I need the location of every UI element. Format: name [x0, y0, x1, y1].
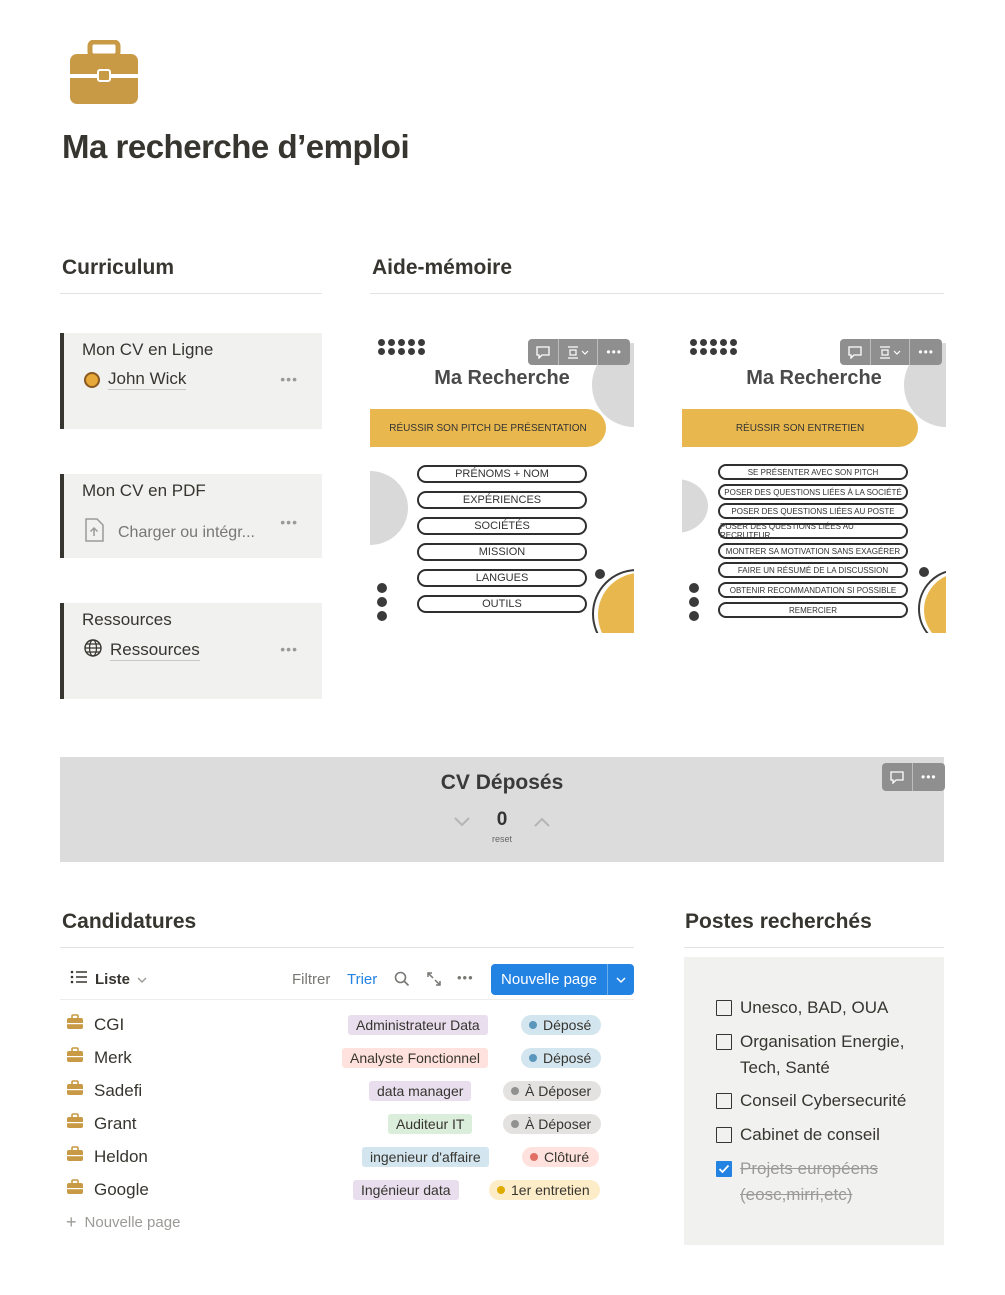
table-row[interactable]	[66, 1174, 614, 1207]
status-badge: Clôturé	[522, 1147, 599, 1167]
memo-banner: RÉUSSIR SON PITCH DE PRÉSENTATION	[370, 409, 606, 447]
todo-item	[716, 1029, 926, 1081]
counter-value: 0	[496, 809, 508, 830]
briefcase-icon	[66, 1080, 84, 1101]
more-options-icon[interactable]: •••	[280, 371, 298, 387]
todo-text[interactable]: Projets européens (eosc,mirri,etc)	[740, 1159, 878, 1204]
checkbox[interactable]	[716, 1034, 732, 1050]
more-options-icon[interactable]: •••	[921, 770, 937, 784]
row-title: Grant	[94, 1113, 137, 1133]
aide-memoire-heading: Aide-mémoire	[372, 256, 513, 279]
status-badge: À Déposer	[503, 1114, 601, 1134]
briefcase-icon	[66, 1146, 84, 1167]
divider	[60, 947, 634, 948]
memo-item: EXPÉRIENCES	[417, 491, 587, 509]
checkbox[interactable]	[716, 1000, 732, 1016]
poste-tag: Administrateur Data	[348, 1015, 488, 1035]
comment-icon[interactable]	[528, 339, 558, 365]
checkbox[interactable]	[716, 1127, 732, 1143]
align-icon[interactable]	[871, 339, 909, 365]
decorative-dots	[377, 583, 387, 621]
postes-heading: Postes recherchés	[685, 910, 872, 933]
image-toolbar	[528, 339, 630, 365]
add-row-label: Nouvelle page	[84, 1214, 181, 1231]
more-options-icon[interactable]: •••	[606, 345, 622, 359]
decorative-circle	[682, 479, 708, 533]
todo-text[interactable]: Unesco, BAD, OUA	[740, 998, 889, 1017]
row-title: Heldon	[94, 1146, 148, 1166]
filter-button[interactable]: Filtrer	[292, 971, 331, 988]
upload-embed-placeholder[interactable]: Charger ou intégr...	[118, 523, 255, 541]
todo-item	[716, 995, 926, 1021]
card-title: Mon CV en Ligne	[82, 340, 214, 359]
comment-icon[interactable]	[882, 763, 912, 791]
poste-tag: ingenieur d'affaire	[362, 1147, 489, 1167]
comment-icon[interactable]	[840, 339, 870, 365]
poste-tag: data manager	[369, 1081, 471, 1101]
todo-text[interactable]: Cabinet de conseil	[740, 1125, 880, 1144]
expand-icon[interactable]	[426, 971, 442, 992]
table-row[interactable]	[66, 1108, 614, 1141]
memo-item: MONTRER SA MOTIVATION SANS EXAGÉRER	[718, 543, 908, 559]
new-page-options-chevron-icon[interactable]	[608, 964, 634, 995]
memo-image-entretien[interactable]	[682, 333, 946, 633]
poste-tag: Auditeur IT	[388, 1114, 472, 1134]
curriculum-heading: Curriculum	[62, 256, 175, 279]
candidatures-heading: Candidatures	[62, 910, 197, 933]
memo-image-pitch[interactable]	[370, 333, 634, 633]
memo-title: Ma Recherche	[434, 367, 570, 389]
row-title: Merk	[94, 1047, 132, 1067]
status-badge: Déposé	[521, 1015, 601, 1035]
image-toolbar	[840, 339, 942, 365]
memo-item: OUTILS	[417, 595, 587, 613]
memo-item: SOCIÉTÉS	[417, 517, 587, 535]
more-options-icon[interactable]: •••	[918, 345, 934, 359]
status-badge: À Déposer	[503, 1081, 601, 1101]
memo-item: SE PRÉSENTER AVEC SON PITCH	[718, 464, 908, 480]
memo-item: POSER DES QUESTIONS LIÉES AU POSTE	[718, 503, 908, 519]
decorative-circle	[370, 471, 408, 545]
widget-toolbar	[882, 763, 945, 791]
todo-item	[716, 1122, 926, 1148]
status-badge: 1er entretien	[489, 1180, 600, 1200]
search-icon[interactable]	[394, 971, 410, 992]
todo-text[interactable]: Organisation Energie, Tech, Santé	[740, 1032, 905, 1077]
briefcase-icon[interactable]	[68, 40, 140, 106]
divider	[684, 947, 944, 948]
check-icon	[717, 1162, 731, 1176]
decorative-dots	[378, 339, 425, 355]
database-toolbar	[60, 962, 634, 998]
plus-icon: +	[66, 1212, 77, 1232]
more-options-icon[interactable]: •••	[457, 970, 474, 985]
decorative-dots	[689, 583, 699, 621]
sort-button[interactable]: Trier	[347, 971, 378, 988]
memo-banner: RÉUSSIR SON ENTRETIEN	[682, 409, 918, 447]
view-switcher[interactable]	[70, 970, 147, 988]
more-options-icon[interactable]: •••	[280, 641, 298, 657]
chevron-down-icon	[137, 971, 147, 988]
todo-item	[716, 1088, 926, 1114]
counter-title: CV Déposés	[440, 771, 564, 794]
memo-item: OBTENIR RECOMMANDATION SI POSSIBLE	[718, 582, 908, 598]
status-badge: Déposé	[521, 1048, 601, 1068]
checkbox[interactable]	[716, 1093, 732, 1109]
callout-ressources[interactable]	[60, 603, 322, 699]
list-icon	[70, 970, 88, 988]
new-page-button[interactable]: Nouvelle page	[501, 971, 597, 988]
decorative-dots	[690, 339, 737, 355]
briefcase-icon	[66, 1014, 84, 1035]
memo-item: MISSION	[417, 543, 587, 561]
reset-button[interactable]: reset	[491, 834, 512, 844]
globe-icon	[84, 639, 102, 662]
poste-tag: Ingénieur data	[353, 1180, 459, 1200]
table-row[interactable]	[66, 1075, 614, 1108]
page-link-john-wick[interactable]: John Wick	[108, 369, 187, 388]
checkbox-checked[interactable]	[716, 1161, 732, 1177]
page-title: Ma recherche d’emploi	[62, 128, 410, 165]
callout-cv-en-pdf[interactable]	[60, 474, 322, 558]
row-title: Sadefi	[94, 1080, 143, 1100]
more-options-icon[interactable]: •••	[280, 514, 298, 530]
todo-item	[716, 1156, 926, 1208]
new-page-button-group	[491, 964, 634, 995]
increment-chevron-icon[interactable]	[533, 815, 551, 833]
row-title: Google	[94, 1179, 149, 1199]
decorative-dot	[919, 567, 929, 577]
table-row[interactable]	[66, 1141, 614, 1174]
file-upload-icon	[84, 518, 104, 547]
briefcase-icon	[66, 1179, 84, 1200]
divider	[60, 293, 322, 294]
counter-widget	[60, 757, 944, 862]
view-name: Liste	[95, 970, 131, 988]
decrement-chevron-icon[interactable]	[453, 815, 471, 833]
memo-item: PRÉNOMS + NOM	[417, 465, 587, 483]
add-row-button[interactable]	[66, 1214, 180, 1231]
align-icon[interactable]	[559, 339, 597, 365]
divider	[370, 293, 944, 294]
todo-callout	[684, 957, 944, 1245]
memo-item: REMERCIER	[718, 602, 908, 618]
page-link-ressources[interactable]: Ressources	[110, 640, 200, 659]
table-row[interactable]	[66, 1042, 614, 1075]
briefcase-icon	[66, 1113, 84, 1134]
todo-text[interactable]: Conseil Cybersecurité	[740, 1091, 907, 1110]
memo-item: LANGUES	[417, 569, 587, 587]
table-row[interactable]	[66, 1009, 614, 1042]
divider	[60, 999, 634, 1000]
memo-item: POSER DES QUESTIONS LIÉES AU RECRUTEUR	[718, 523, 908, 539]
row-title: CGI	[94, 1014, 125, 1034]
avatar-icon	[84, 372, 100, 388]
memo-item: POSER DES QUESTIONS LIÉES À LA SOCIÉTÉ	[718, 484, 908, 500]
memo-title: Ma Recherche	[746, 367, 882, 389]
callout-cv-en-ligne[interactable]	[60, 333, 322, 429]
card-title: Mon CV en PDF	[82, 481, 206, 500]
decorative-dot	[595, 569, 605, 579]
poste-tag: Analyste Fonctionnel	[342, 1048, 488, 1068]
card-title: Ressources	[82, 610, 172, 629]
briefcase-icon	[66, 1047, 84, 1068]
memo-item: FAIRE UN RÉSUMÉ DE LA DISCUSSION	[718, 562, 908, 578]
